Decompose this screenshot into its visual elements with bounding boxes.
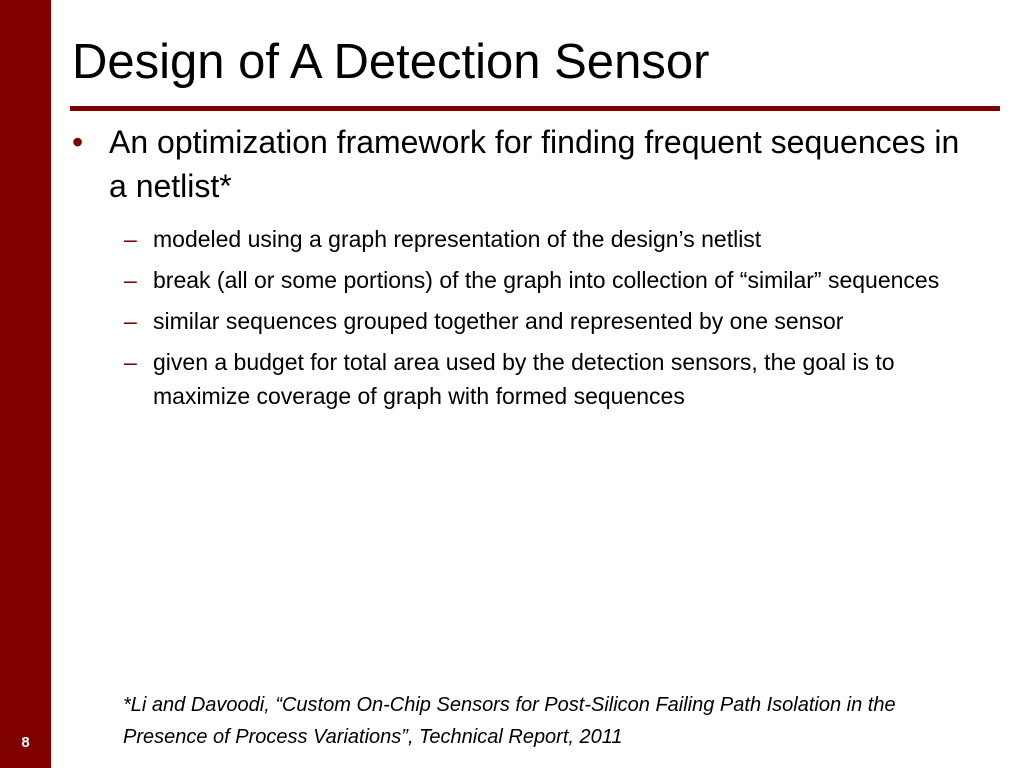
left-accent-bar	[0, 0, 51, 768]
dash-marker: –	[124, 226, 137, 252]
dash-marker: –	[124, 267, 137, 293]
sub-bullet-item	[124, 304, 992, 338]
sub-bullet-text: similar sequences grouped together and represented by one sensor	[153, 308, 844, 334]
sub-bullet-text: modeled using a graph representation of the design’s netlist	[153, 226, 762, 252]
sub-bullet-text: break (all or some portions) of the graph into collection of “similar” sequences	[153, 267, 940, 293]
sub-bullet-item	[124, 263, 992, 297]
footnote: *Li and Davoodi, “Custom On-Chip Sensors for Post-Silicon Failing Path Isolation in the Presence of Process Variations”, Technical Report, 2011	[123, 694, 896, 748]
dash-marker: –	[124, 308, 137, 334]
bullet-marker: •	[72, 124, 84, 160]
dash-marker: –	[124, 349, 137, 375]
bullet-text: An optimization framework for finding frequent sequences in a netlist*	[109, 124, 960, 204]
sub-bullet-item	[124, 345, 992, 413]
main-bullet	[72, 120, 972, 208]
slide-number: 8	[21, 734, 30, 751]
title-divider	[70, 106, 1000, 111]
sub-bullet-item	[124, 222, 992, 256]
sub-bullet-text: given a budget for total area used by the detection sensors, the goal is to maximize coverage of graph with formed sequences	[153, 349, 895, 409]
slide-title: Design of A Detection Sensor	[72, 35, 710, 89]
sub-bullet-list	[124, 222, 992, 420]
